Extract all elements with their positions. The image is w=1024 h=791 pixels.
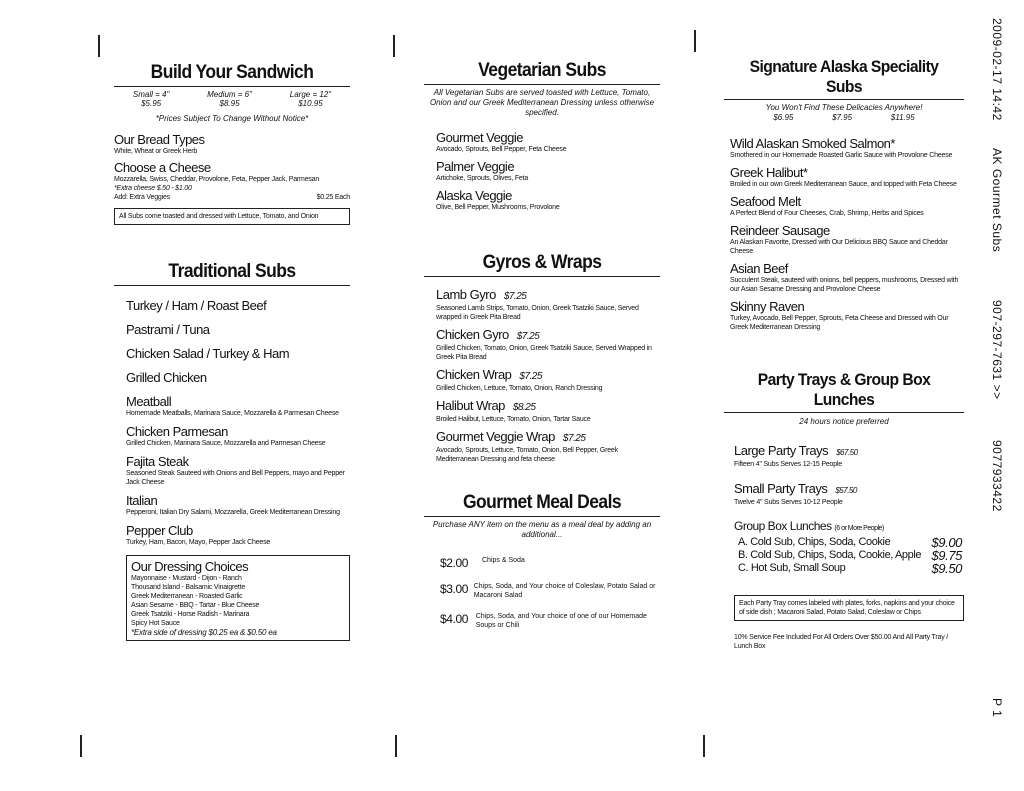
- menu-item: Reindeer Sausage: [730, 223, 830, 238]
- group-item: A. Cold Sub, Chips, Soda, Cookie $9.00: [738, 535, 962, 550]
- divider: [424, 84, 660, 85]
- menu-item: Turkey / Ham / Roast Beef: [126, 298, 267, 313]
- signature-note: You Won't Find These Delicacies Anywhere!: [765, 103, 923, 112]
- menu-item: Alaska Veggie: [436, 188, 512, 203]
- menu-item: Halibut Wrap $8.25: [436, 398, 536, 413]
- meal-deal: $4.00 Chips, Soda, and Your choice of one of our Homemade Soups or Chili: [440, 612, 647, 629]
- dressing-line: Thousand Island - Balsamic Vinaigrette: [131, 584, 246, 591]
- add-veggies-row: Add: Extra Veggies $0.25 Each: [114, 194, 350, 201]
- menu-item-desc: Grilled Chicken, Marinara Sauce, Mozzarella and Parmesan Cheese: [126, 440, 326, 447]
- size-small: Small = 4" $5.95: [132, 90, 170, 108]
- fax-datetime: 2009-02-17 14:42: [990, 18, 1004, 121]
- cheese-title: Choose a Cheese: [114, 160, 211, 175]
- menu-item-desc: Avocado, Sprouts, Lettuce, Tomato, Onion, Bell Pepper, Greek Mediterranean Dressing and feta cheese: [436, 447, 618, 463]
- size-options: [114, 90, 350, 108]
- menu-item: Gourmet Veggie Wrap $7.25: [436, 429, 586, 444]
- menu-item: Italian: [126, 493, 158, 508]
- menu-item: Fajita Steak: [126, 454, 189, 469]
- party-note: 24 hours notice preferred: [799, 417, 889, 426]
- menu-item: Wild Alaskan Smoked Salmon*: [730, 136, 895, 151]
- party-tray-desc: Twelve 4" Subs Serves 10-12 People: [734, 499, 843, 506]
- menu-item-desc: A Perfect Blend of Four Cheeses, Crab, Shrimp, Herbs and Spices: [730, 210, 924, 217]
- party-tray: Large Party Trays $67.50: [734, 443, 858, 458]
- bread-desc: White, Wheat or Greek Herb: [114, 148, 198, 155]
- cheese-desc: Mozzarella, Swiss, Cheddar, Provolone, Feta, Pepper Jack, Parmesan: [114, 176, 320, 183]
- menu-item: Chicken Salad / Turkey & Ham: [126, 346, 290, 361]
- column-mark: [98, 35, 100, 57]
- menu-item-desc: Turkey, Avocado, Bell Pepper, Sprouts, Feta Cheese and Dressed with Our Greek Mediterranean Dressing: [730, 315, 949, 331]
- menu-item-desc: Grilled Chicken, Lettuce, Tomato, Onion, Ranch Dressing: [436, 385, 603, 392]
- vegetarian-note: All Vegetarian Subs are served toasted with Lettuce, Tomato, Onion and our Greek Mediterranean Dressing unless otherwise specified.: [429, 88, 655, 117]
- vegetarian-title: Vegetarian Subs: [478, 60, 606, 81]
- divider: [724, 99, 964, 100]
- dressing-line: Mayonnaise - Mustard - Dijon - Ranch: [131, 575, 242, 582]
- column-right: [724, 0, 964, 651]
- party-tray: Small Party Trays $57.50: [734, 481, 857, 496]
- size-medium: Medium = 6" $8.95: [207, 90, 252, 108]
- divider: [114, 285, 350, 286]
- menu-item: Meatball: [126, 394, 172, 409]
- menu-item-desc: Succulent Steak, sauteed with onions, bell peppers, mushrooms, Dressed with our Asian Sesame Dressing and Provolone Cheese: [730, 277, 959, 293]
- signature-title: Signature Alaska Speciality Subs: [749, 57, 939, 96]
- dressing-extra: *Extra side of dressing $0.25 ea & $0.50 ea: [131, 628, 277, 637]
- divider: [114, 86, 350, 87]
- menu-item: Greek Halibut*: [730, 165, 808, 180]
- build-box-note: All Subs come toasted and dressed with Lettuce, Tomato, and Onion: [114, 208, 350, 225]
- dressing-box: [126, 555, 350, 641]
- column-mark: [694, 30, 696, 52]
- dressing-title: Our Dressing Choices: [131, 559, 249, 574]
- menu-item-desc: Homemade Meatballs, Marinara Sauce, Mozzarella & Parmesan Cheese: [126, 410, 339, 417]
- bread-title: Our Bread Types: [114, 132, 205, 147]
- meal-deal: $2.00 Chips & Soda: [440, 556, 525, 570]
- menu-item: Skinny Raven: [730, 299, 805, 314]
- menu-item-desc: Grilled Chicken, Tomato, Onion, Greek Tsatziki Sauce, Served Wrapped in Greek Pita Bread: [436, 345, 652, 361]
- column-mark: [703, 735, 705, 757]
- group-item: B. Cold Sub, Chips, Soda, Cookie, Apple $9.75: [738, 548, 962, 563]
- column-mark: [80, 735, 82, 757]
- divider: [424, 276, 660, 277]
- fax-header: [978, 0, 1018, 791]
- gyros-title: Gyros & Wraps: [482, 252, 602, 273]
- menu-item-desc: Smothered in our Homemade Roasted Garlic Sauce with Provolone Cheese: [730, 152, 953, 159]
- service-fee: 10% Service Fee Included For All Orders Over $50.00 And All Party Tray / Lunch Box: [734, 634, 948, 650]
- menu-item-desc: An Alaskan Favorite, Dressed with Our Delicious BBQ Sauce and Cheddar Cheese: [730, 239, 948, 255]
- menu-item: Gourmet Veggie: [436, 130, 523, 145]
- size-large: Large = 12" $10.95: [289, 90, 332, 108]
- menu-item: Chicken Parmesan: [126, 424, 228, 439]
- menu-item-desc: Broiled in our own Greek Mediterranean Sauce, and topped with Feta Cheese: [730, 181, 957, 188]
- menu-item: Chicken Wrap $7.25: [436, 367, 542, 382]
- menu-item: Asian Beef: [730, 261, 788, 276]
- group-item: C. Hot Sub, Small Soup $9.50: [738, 561, 962, 576]
- column-left: [114, 0, 350, 641]
- dressing-line: Greek Tsatziki - Horse Radish - Marinara: [131, 611, 250, 618]
- signature-prices: $6.95 $7.95 $11.95: [773, 113, 915, 122]
- fax-phone: 907-297-7631 >>: [990, 300, 1004, 400]
- party-title: Party Trays & Group Box Lunches: [757, 370, 931, 409]
- group-title: Group Box Lunches (6 or More People): [734, 519, 884, 533]
- dressing-line: Spicy Hot Sauce: [131, 620, 180, 627]
- meal-deals-note: Purchase ANY item on the menu as a meal deal by adding an additional...: [432, 520, 652, 539]
- menu-item: Chicken Gyro $7.25: [436, 327, 540, 342]
- meal-deal: $3.00 Chips, Soda, and Your choice of Coleslaw, Potato Salad or Macaroni Salad: [440, 582, 656, 599]
- menu-item-desc: Olive, Bell Pepper, Mushrooms, Provolone: [436, 204, 560, 211]
- menu-item: Seafood Melt: [730, 194, 801, 209]
- build-title: Build Your Sandwich: [150, 62, 314, 83]
- menu-item: Lamb Gyro $7.25: [436, 287, 527, 302]
- divider: [724, 412, 964, 413]
- menu-item-desc: Artichoke, Sprouts, Olives, Feta: [436, 175, 529, 182]
- menu-item-desc: Turkey, Ham, Bacon, Mayo, Pepper Jack Cheese: [126, 539, 271, 546]
- menu-item-desc: Broiled Halibut, Lettuce, Tomato, Onion, Tartar Sauce: [436, 416, 591, 423]
- menu-item: Pepper Club: [126, 523, 193, 538]
- extra-cheese: *Extra cheese $.50 - $1.00: [114, 185, 192, 192]
- meal-deals-title: Gourmet Meal Deals: [462, 492, 622, 513]
- menu-item: Pastrami / Tuna: [126, 322, 210, 337]
- price-notice: *Prices Subject To Change Without Notice*: [155, 114, 309, 123]
- menu-item-desc: Pepperoni, Italian Dry Salami, Mozzarella, Greek Mediterranean Dressing: [126, 509, 340, 516]
- fax-number: 9077933422: [990, 440, 1004, 512]
- menu-item: Palmer Veggie: [436, 159, 515, 174]
- fax-page: P 1: [990, 698, 1004, 718]
- party-tray-desc: Fifteen 4" Subs Serves 12-15 People: [734, 461, 842, 468]
- column-middle: [424, 0, 660, 630]
- column-mark: [395, 735, 397, 757]
- traditional-title: Traditional Subs: [168, 261, 296, 282]
- menu-item-desc: Seasoned Lamb Strips, Tomato, Onion, Greek Tsatziki Sauce, Served wrapped in Greek Pita Bread: [436, 305, 639, 321]
- menu-item: Grilled Chicken: [126, 370, 207, 385]
- divider: [424, 516, 660, 517]
- dressing-line: Greek Mediterranean - Roasted Garlic: [131, 593, 243, 600]
- column-mark: [393, 35, 395, 57]
- dressing-line: Asian Sesame - BBQ - Tartar - Blue Cheese: [131, 602, 260, 609]
- menu-item-desc: Avocado, Sprouts, Bell Pepper, Feta Cheese: [436, 146, 567, 153]
- fax-sender: AK Gourmet Subs: [990, 148, 1004, 253]
- party-box-note: Each Party Tray comes labeled with plates, forks, napkins and your choice of side dish ; Macaroni Salad, Potato Salad, Coleslaw or Chips: [734, 595, 964, 621]
- menu-item-desc: Seasoned Steak Sauteed with Onions and Bell Peppers, mayo and Pepper Jack Cheese: [126, 470, 345, 486]
